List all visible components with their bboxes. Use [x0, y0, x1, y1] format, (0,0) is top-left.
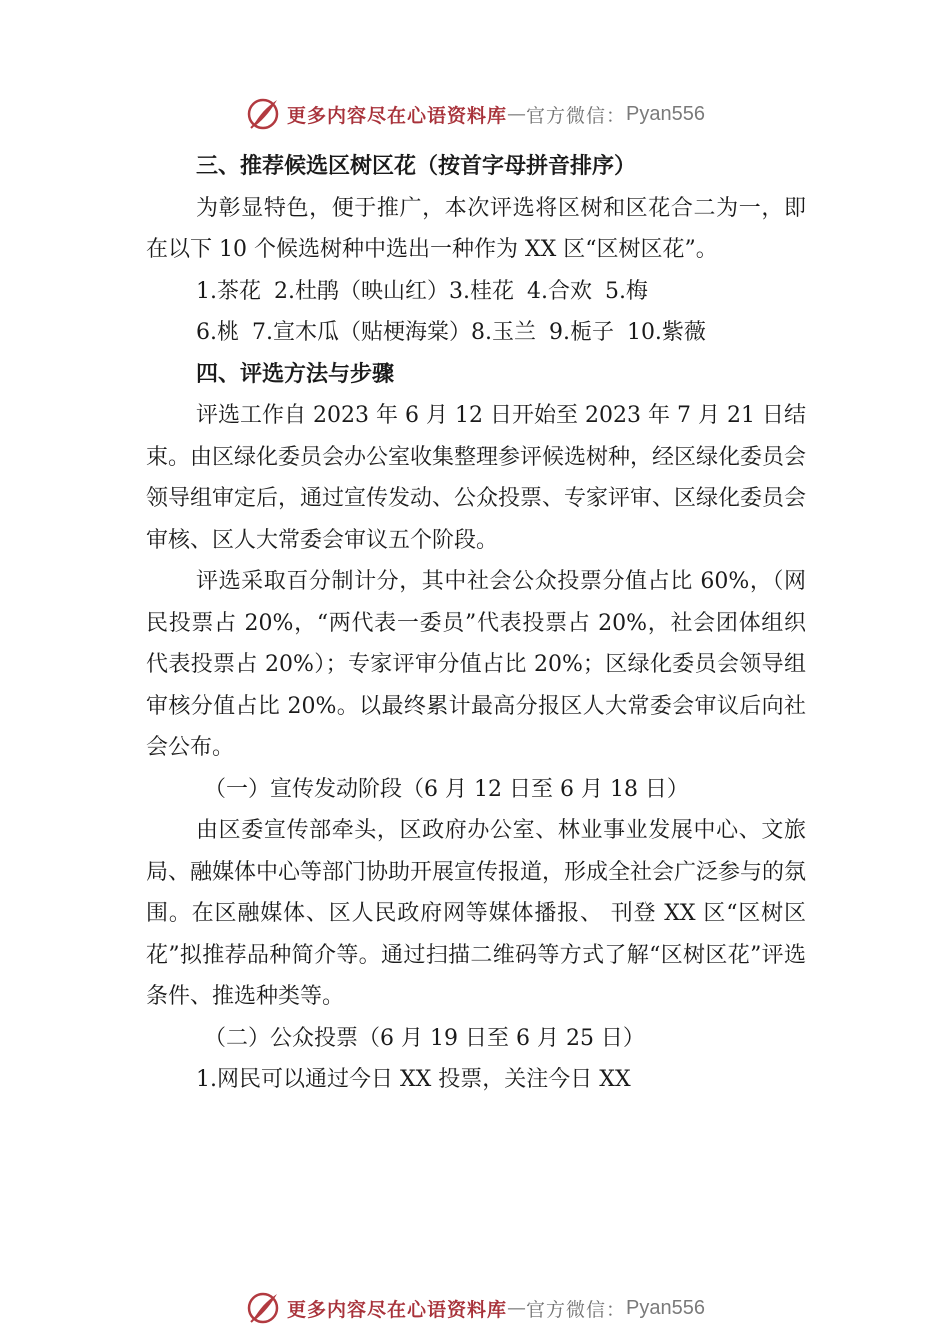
- footer-wechat-id: Pyan556: [626, 1296, 705, 1319]
- paragraph-vote: 1.网民可以通过今日 XX 投票，关注今日 XX: [196, 1067, 631, 1092]
- footer-wechat-label: 官方微信：: [526, 1298, 627, 1321]
- candidate-list-line-1: 1.茶花 2.杜鹃（映山红）3.桂花 4.合欢 5.梅: [196, 278, 648, 304]
- subheading-public-vote: （二）公众投票（6 月 19 日至 6 月 25 日）: [204, 1025, 645, 1051]
- quill-pen-seal-icon: [245, 96, 281, 132]
- section-heading-3: 三、推荐候选区树区花（按首字母拼音排序）: [196, 154, 637, 179]
- paragraph-publicity: 由区委宣传部牵头，区政府办公室、林业事业发展中心、文旅局、融媒体中心等部门协助开展宣传报道，形成全社会广泛参与的氛围。在区融媒体、区人民政府网等媒体播报、 刊登 XX 区“区树区花”拟推荐品种简介等。通过扫描二维码等方式了解“区树区花”评选条件、推选种类等。: [146, 818, 807, 1009]
- quill-pen-seal-icon: [245, 1290, 281, 1326]
- footer-separator: —: [507, 1297, 527, 1319]
- header-banner: [0, 94, 950, 134]
- footer-banner: [0, 1288, 950, 1328]
- paragraph-intro: 为彰显特色，便于推广，本次评选将区树和区花合二为一，即在以下 10 个候选树种中选出一种作为 XX 区“区树区花”。: [146, 195, 806, 262]
- paragraph-timeline: 评选工作自 2023 年 6 月 12 日开始至 2023 年 7 月 21 日结束。由区绿化委员会办公室收集整理参评候选树种，经区绿化委员会领导组审定后，通过宣传发动、公众投票、专家评审、区绿化委员会审核、区人大常委会审议五个阶段。: [146, 403, 807, 553]
- banner-wechat-label: 官方微信：: [526, 104, 627, 127]
- candidate-list-line-2: 6.桃 7.宣木瓜（贴梗海棠）8.玉兰 9.栀子 10.紫薇: [196, 320, 706, 345]
- banner-separator: —: [507, 103, 527, 125]
- subheading-publicity-stage: （一）宣传发动阶段（6 月 12 日至 6 月 18 日）: [204, 776, 689, 802]
- section-heading-4: 四、评选方法与步骤: [196, 361, 395, 387]
- document-body: [146, 146, 806, 1101]
- paragraph-scoring: 评选采取百分制计分，其中社会公众投票分值占比 60%，（网民投票占 20%，“两代表一委员”代表投票占 20%，社会团体组织代表投票占 20%）；专家评审分值占比 20%；区绿化委员会领导组审核分值占比 20%。以最终累计最高分报区人大常委会审议后向社会公布。: [146, 569, 806, 760]
- banner-wechat-id: Pyan556: [626, 102, 705, 125]
- banner-brand-text: 更多内容尽在心语资料库: [287, 104, 508, 127]
- footer-brand-text: 更多内容尽在心语资料库: [287, 1298, 508, 1321]
